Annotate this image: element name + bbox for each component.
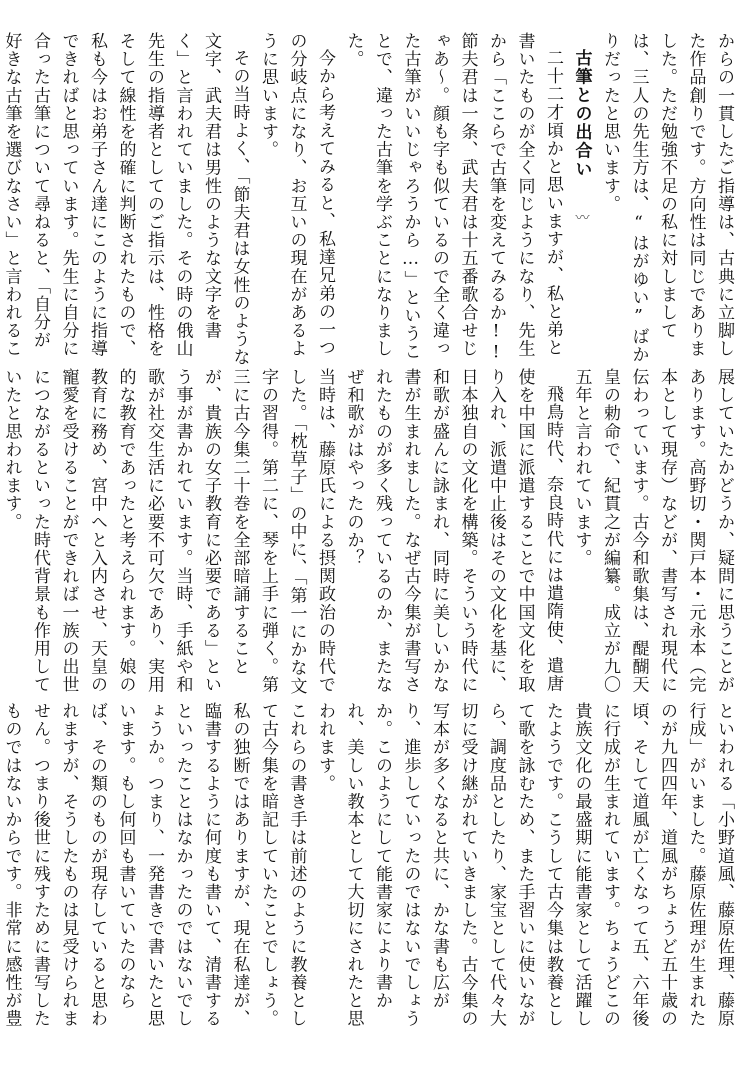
paragraph: 二十二才頃かと思いますが、私と弟と書いたものが全く同じようになり、先生から「ここらで古筆を変えてみるか!! 節夫君は一条、武夫君は十五番歌合せじゃあ〜。顔も字も似ているので全く違った古筆がいいじゃろうから…」ということで、違った古筆を学ぶことになりました。 <box>343 32 563 364</box>
paragraph: といわれる「小野道風、藤原佐理、藤原行成」がいました。藤原佐理が生まれたのが九四四年、道風がちょうど五十歳の頃、そして道風が亡くなって五、六年後に行成が生まれています。ちょうどこの貴族文化の最盛期に能書家として活躍したようです。こうして古今集は教養として歌を詠むため、また手習いに使いながら、調度品としたり、家宝として代々大切に受け継がれていきました。古今集の写本が多くなると共に、かな書も広がり、進歩していったのではないでしょうか。このようにして能書家により書かれ、美しい教本として大切にされたと思われます。 <box>315 702 734 1028</box>
paragraph: からの一貫したご指導は、古典に立脚した作品創りです。方向性は同じでありました。ただ勉強不足の私に対しましては、三人の先生方は、“はがゆい”ばかりだったと思います。 <box>600 32 734 364</box>
ornament-icon: 〰 <box>573 209 590 223</box>
paragraph: これらの書き手は前述のように教養として古今集を暗記していたことでしょう。私の独断ではありますが、現在私達が、臨書するように何度も書いて、清書するといったことはなかったのではないでしょうか。つまり、一発書きで書いたと思います。もし何回も書いていたのならば、その類のものが現存していると思われますが、そうしたものは見受けられません。つまり後世に残すために書写したものではないからです。非常に感性が豊 <box>1 702 307 1028</box>
paragraph: 今から考えてみると、私達兄弟の一つの分岐点になり、お互いの現在があるように思います。 <box>258 32 335 358</box>
section-heading <box>567 32 596 367</box>
paragraph: 当時は、藤原氏による摂関政治の時代でした。「枕草子」の中に、「第一にかな文字の習得。第二に、琴を上手に弾く。第三に古今集二十巻を全部暗誦することが、貴族の女子教育に必要である」という事が書かれています。当時、手紙や和歌が社交生活に必要不可欠であり、実用的な教育であったと考えられます。娘の教育に務め、宮中へと入内させ、天皇の寵愛を受けることができれば一族の出世につながるといった時代背景も作用していたと思われます。 <box>1 368 335 695</box>
paragraph: 飛鳥時代、奈良時代には遣隋使、遣唐使を中国に派遣することで中国文化を取り入れ、派遣中止後はその文化を基に、日本独自の文化を構築。そういう時代に和歌が盛んに詠まれ、同時に美しいかな書が生まれました。なぜ古今集が書写されたものが多く残っているのか、またなぜ和歌がはやったのか？ <box>343 368 563 694</box>
paragraph: その当時よく、「節夫君は女性のような文字、武夫君は男性のような文字を書く」と言われていました。その時の俄山先生の指導者としてのご指示は、性格をそして線性を的確に判断されたもので、私も今はお弟子さん達にこのように指導できればと思っています。先生に自分に合った古筆について尋ねると、「自分が好きな古筆を選びなさい」と言われるこ <box>1 32 250 367</box>
column-block-top <box>1 32 738 367</box>
paragraph: 展していたかどうか、疑問に思うことがあります。高野切・関戸本・元永本（完本として現存）などが、書写され現代に伝わっています。古今和歌集は、醍醐天皇の勅命で、紀貫之が編纂。成立が九〇五年と言われています。 <box>571 368 734 694</box>
column-block-middle <box>1 368 738 703</box>
heading-text: 古筆との出合い <box>571 49 592 179</box>
column-block-bottom <box>1 702 738 1037</box>
